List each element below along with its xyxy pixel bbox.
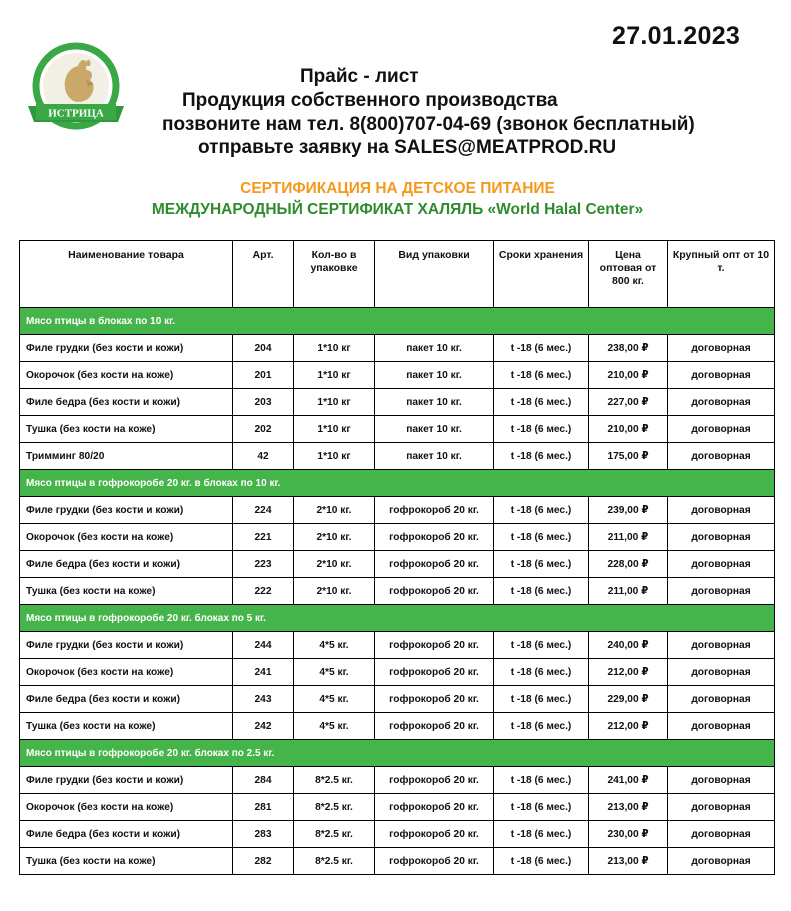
article-cell: 283 [233, 821, 294, 848]
pack-qty-cell: 8*2.5 кг. [294, 767, 375, 794]
product-name-cell: Филе бедра (без кости и кожи) [20, 389, 233, 416]
storage-cell: t -18 (6 мес.) [494, 686, 589, 713]
wholesale-price-cell: 240,00 ₽ [589, 632, 668, 659]
table-row [20, 821, 775, 848]
price-date: 27.01.2023 [612, 22, 741, 50]
wholesale-price-cell: 238,00 ₽ [589, 335, 668, 362]
wholesale-price-cell: 230,00 ₽ [589, 821, 668, 848]
pack-qty-cell: 1*10 кг [294, 416, 375, 443]
table-row [20, 497, 775, 524]
bulk-price-cell: договорная [668, 632, 775, 659]
bulk-price-cell: договорная [668, 578, 775, 605]
pack-qty-cell: 1*10 кг [294, 389, 375, 416]
storage-cell: t -18 (6 мес.) [494, 794, 589, 821]
product-name-cell: Тушка (без кости на коже) [20, 848, 233, 875]
product-name-cell: Окорочок (без кости на коже) [20, 659, 233, 686]
pack-qty-cell: 4*5 кг. [294, 713, 375, 740]
section-row [20, 470, 775, 497]
wholesale-price-cell: 211,00 ₽ [589, 524, 668, 551]
article-cell: 282 [233, 848, 294, 875]
pack-type-cell: гофрокороб 20 кг. [375, 632, 494, 659]
product-name-cell: Филе грудки (без кости и кожи) [20, 335, 233, 362]
col-header-art: Арт. [233, 241, 294, 308]
pack-type-cell: гофрокороб 20 кг. [375, 578, 494, 605]
wholesale-price-cell: 213,00 ₽ [589, 848, 668, 875]
bulk-price-cell: договорная [668, 443, 775, 470]
storage-cell: t -18 (6 мес.) [494, 713, 589, 740]
product-name-cell: Филе бедра (без кости и кожи) [20, 686, 233, 713]
company-logo [22, 40, 130, 140]
table-row [20, 389, 775, 416]
product-name-cell: Филе грудки (без кости и кожи) [20, 497, 233, 524]
pack-type-cell: гофрокороб 20 кг. [375, 659, 494, 686]
article-cell: 203 [233, 389, 294, 416]
section-title: Мясо птицы в гофрокоробе 20 кг. в блоках по 10 кг. [20, 470, 775, 497]
table-row [20, 362, 775, 389]
article-cell: 281 [233, 794, 294, 821]
wholesale-price-cell: 241,00 ₽ [589, 767, 668, 794]
pack-type-cell: пакет 10 кг. [375, 335, 494, 362]
pack-type-cell: гофрокороб 20 кг. [375, 497, 494, 524]
pack-qty-cell: 1*10 кг [294, 335, 375, 362]
table-row [20, 524, 775, 551]
product-name-cell: Филе грудки (без кости и кожи) [20, 632, 233, 659]
article-cell: 223 [233, 551, 294, 578]
header-subtitle: Продукция собственного производства [182, 90, 558, 111]
product-name-cell: Тримминг 80/20 [20, 443, 233, 470]
col-header-qty: Кол-во в упаковке [294, 241, 375, 308]
halal-certification [0, 201, 791, 219]
wholesale-price-cell: 212,00 ₽ [589, 713, 668, 740]
storage-cell: t -18 (6 мес.) [494, 416, 589, 443]
pack-qty-cell: 1*10 кг [294, 362, 375, 389]
wholesale-price-cell: 239,00 ₽ [589, 497, 668, 524]
storage-cell: t -18 (6 мес.) [494, 848, 589, 875]
pack-type-cell: гофрокороб 20 кг. [375, 551, 494, 578]
pack-qty-cell: 1*10 кг [294, 443, 375, 470]
table-row [20, 713, 775, 740]
bulk-price-cell: договорная [668, 416, 775, 443]
pack-qty-cell: 4*5 кг. [294, 659, 375, 686]
table-row [20, 578, 775, 605]
bulk-price-cell: договорная [668, 767, 775, 794]
storage-cell: t -18 (6 мес.) [494, 578, 589, 605]
bulk-price-cell: договорная [668, 362, 775, 389]
storage-cell: t -18 (6 мес.) [494, 821, 589, 848]
storage-cell: t -18 (6 мес.) [494, 389, 589, 416]
pack-type-cell: гофрокороб 20 кг. [375, 524, 494, 551]
section-row [20, 308, 775, 335]
logo-text: ИСТРИЦА [48, 107, 104, 120]
pack-qty-cell: 8*2.5 кг. [294, 794, 375, 821]
pack-type-cell: гофрокороб 20 кг. [375, 713, 494, 740]
pack-type-cell: гофрокороб 20 кг. [375, 794, 494, 821]
wholesale-price-cell: 210,00 ₽ [589, 416, 668, 443]
section-row [20, 605, 775, 632]
bulk-price-cell: договорная [668, 686, 775, 713]
pack-qty-cell: 8*2.5 кг. [294, 821, 375, 848]
wholesale-price-cell: 211,00 ₽ [589, 578, 668, 605]
product-name-cell: Филе грудки (без кости и кожи) [20, 767, 233, 794]
storage-cell: t -18 (6 мес.) [494, 443, 589, 470]
bulk-price-cell: договорная [668, 551, 775, 578]
storage-cell: t -18 (6 мес.) [494, 335, 589, 362]
storage-cell: t -18 (6 мес.) [494, 524, 589, 551]
article-cell: 242 [233, 713, 294, 740]
product-name-cell: Окорочок (без кости на коже) [20, 524, 233, 551]
bulk-price-cell: договорная [668, 389, 775, 416]
header-email[interactable]: отправьте заявку на SALES@MEATPROD.RU [198, 137, 617, 158]
product-name-cell: Тушка (без кости на коже) [20, 416, 233, 443]
storage-cell: t -18 (6 мес.) [494, 659, 589, 686]
table-row [20, 551, 775, 578]
article-cell: 201 [233, 362, 294, 389]
table-row [20, 659, 775, 686]
product-name-cell: Филе бедра (без кости и кожи) [20, 821, 233, 848]
wholesale-price-cell: 213,00 ₽ [589, 794, 668, 821]
table-row [20, 632, 775, 659]
pack-type-cell: пакет 10 кг. [375, 362, 494, 389]
table-row [20, 416, 775, 443]
wholesale-price-cell: 212,00 ₽ [589, 659, 668, 686]
wholesale-price-cell: 175,00 ₽ [589, 443, 668, 470]
article-cell: 202 [233, 416, 294, 443]
bulk-price-cell: договорная [668, 713, 775, 740]
pack-qty-cell: 2*10 кг. [294, 524, 375, 551]
istritsa-logo-icon [22, 40, 130, 140]
bulk-price-cell: договорная [668, 659, 775, 686]
pack-qty-cell: 2*10 кг. [294, 578, 375, 605]
article-cell: 224 [233, 497, 294, 524]
pack-type-cell: пакет 10 кг. [375, 389, 494, 416]
bulk-price-cell: договорная [668, 524, 775, 551]
article-cell: 241 [233, 659, 294, 686]
children-certification [0, 180, 791, 198]
col-header-bulk: Крупный опт от 10 т. [668, 241, 775, 308]
section-title: Мясо птицы в гофрокоробе 20 кг. блоках по 5 кг. [20, 605, 775, 632]
pack-type-cell: гофрокороб 20 кг. [375, 821, 494, 848]
col-header-price: Цена оптовая от 800 кг. [589, 241, 668, 308]
table-header-row [20, 241, 775, 308]
wholesale-price-cell: 228,00 ₽ [589, 551, 668, 578]
pack-type-cell: гофрокороб 20 кг. [375, 686, 494, 713]
price-table [19, 240, 775, 875]
storage-cell: t -18 (6 мес.) [494, 362, 589, 389]
header-phone[interactable]: позвоните нам тел. 8(800)707-04-69 (звонок бесплатный) [162, 114, 695, 135]
article-cell: 221 [233, 524, 294, 551]
bulk-price-cell: договорная [668, 794, 775, 821]
pack-qty-cell: 2*10 кг. [294, 551, 375, 578]
pack-type-cell: гофрокороб 20 кг. [375, 767, 494, 794]
product-name-cell: Филе бедра (без кости и кожи) [20, 551, 233, 578]
storage-cell: t -18 (6 мес.) [494, 551, 589, 578]
bulk-price-cell: договорная [668, 335, 775, 362]
section-row [20, 740, 775, 767]
section-title: Мясо птицы в гофрокоробе 20 кг. блоках по 2.5 кг. [20, 740, 775, 767]
pack-type-cell: пакет 10 кг. [375, 416, 494, 443]
article-cell: 243 [233, 686, 294, 713]
storage-cell: t -18 (6 мес.) [494, 632, 589, 659]
article-cell: 284 [233, 767, 294, 794]
product-name-cell: Окорочок (без кости на коже) [20, 794, 233, 821]
table-row [20, 443, 775, 470]
product-name-cell: Окорочок (без кости на коже) [20, 362, 233, 389]
halal-certification-text: МЕЖДУНАРОДНЫЙ СЕРТИФИКАТ ХАЛЯЛЬ «World Halal Center» [151, 201, 644, 218]
header-title: Прайс - лист [300, 66, 419, 87]
wholesale-price-cell: 210,00 ₽ [589, 362, 668, 389]
product-name-cell: Тушка (без кости на коже) [20, 578, 233, 605]
pack-type-cell: пакет 10 кг. [375, 443, 494, 470]
col-header-storage: Сроки хранения [494, 241, 589, 308]
table-row [20, 848, 775, 875]
bulk-price-cell: договорная [668, 497, 775, 524]
article-cell: 222 [233, 578, 294, 605]
pack-qty-cell: 4*5 кг. [294, 632, 375, 659]
product-name-cell: Тушка (без кости на коже) [20, 713, 233, 740]
bulk-price-cell: договорная [668, 821, 775, 848]
table-row [20, 335, 775, 362]
article-cell: 42 [233, 443, 294, 470]
wholesale-price-cell: 229,00 ₽ [589, 686, 668, 713]
pack-qty-cell: 2*10 кг. [294, 497, 375, 524]
article-cell: 204 [233, 335, 294, 362]
article-cell: 244 [233, 632, 294, 659]
pack-type-cell: гофрокороб 20 кг. [375, 848, 494, 875]
table-row [20, 686, 775, 713]
table-row [20, 767, 775, 794]
wholesale-price-cell: 227,00 ₽ [589, 389, 668, 416]
col-header-pack: Вид упаковки [375, 241, 494, 308]
table-row [20, 794, 775, 821]
children-certification-text: СЕРТИФИКАЦИЯ НА ДЕТСКОЕ ПИТАНИЕ [240, 180, 555, 197]
pack-qty-cell: 8*2.5 кг. [294, 848, 375, 875]
storage-cell: t -18 (6 мес.) [494, 497, 589, 524]
bulk-price-cell: договорная [668, 848, 775, 875]
section-title: Мясо птицы в блоках по 10 кг. [20, 308, 775, 335]
storage-cell: t -18 (6 мес.) [494, 767, 589, 794]
pack-qty-cell: 4*5 кг. [294, 686, 375, 713]
col-header-name: Наименование товара [20, 241, 233, 308]
